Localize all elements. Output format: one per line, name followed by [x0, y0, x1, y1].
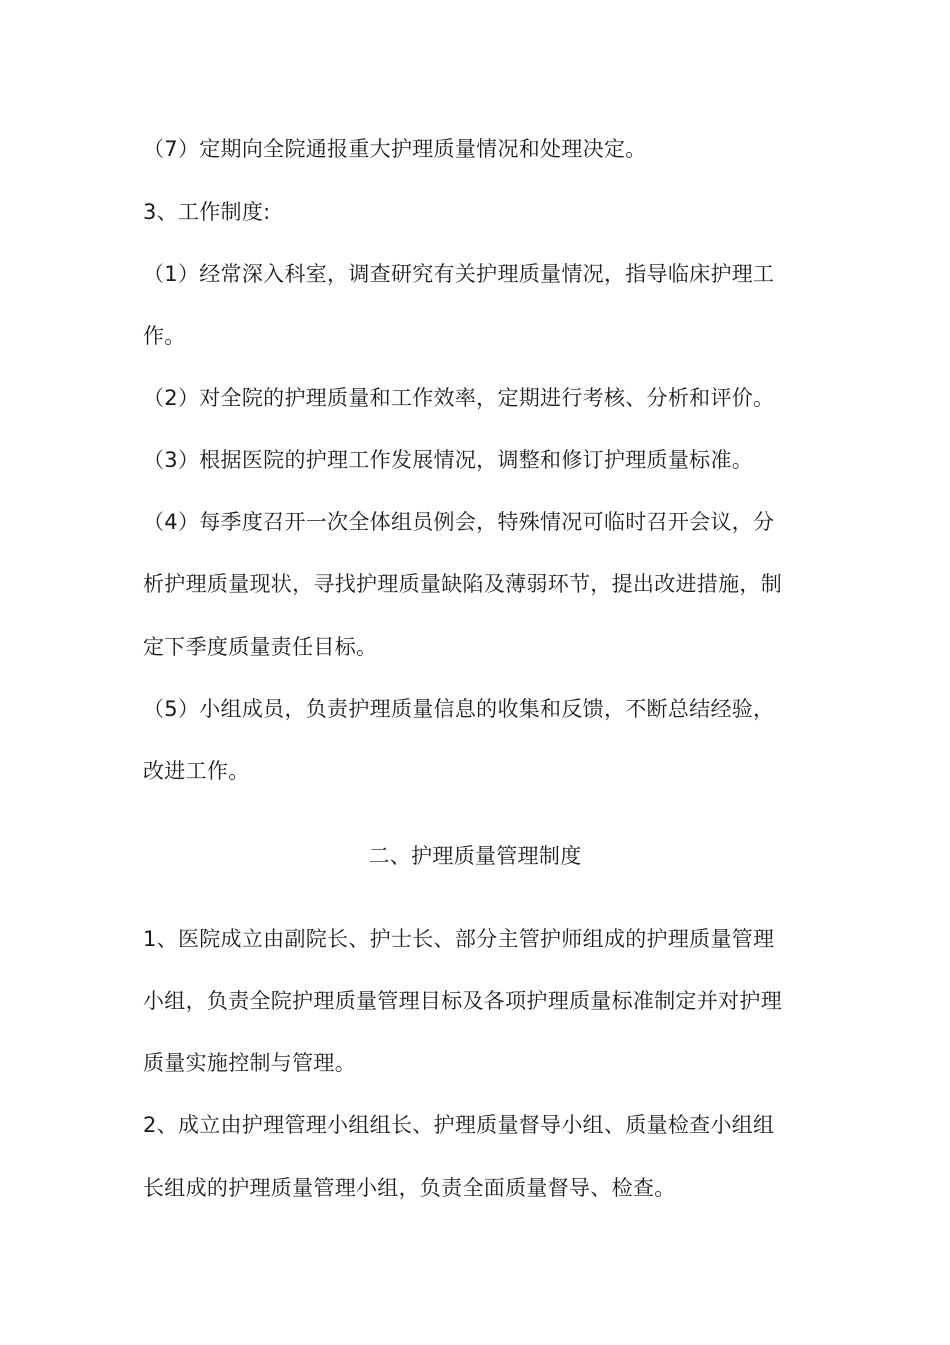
paragraph-line: 小组，负责全院护理质量管理目标及各项护理质量标准制定并对护理: [143, 989, 782, 1013]
paragraph-line: 改进工作。: [143, 759, 250, 783]
paragraph-line: （3）根据医院的护理工作发展情况，调整和修订护理质量标准。: [143, 448, 754, 472]
paragraph-line: 长组成的护理质量管理小组，负责全面质量督导、检查。: [143, 1176, 676, 1200]
paragraph-line: （2）对全院的护理质量和工作效率，定期进行考核、分析和评价。: [143, 386, 775, 410]
paragraph-line: 作。: [143, 324, 186, 348]
paragraph-line: （4）每季度召开一次全体组员例会，特殊情况可临时召开会议，分: [143, 510, 775, 534]
paragraph-line: （1）经常深入科室，调查研究有关护理质量情况，指导临床护理工: [143, 262, 775, 286]
paragraph-line: 1、医院成立由副院长、护士长、部分主管护师组成的护理质量管理: [143, 927, 775, 951]
paragraph-line: （7）定期向全院通报重大护理质量情况和处理决定。: [143, 137, 647, 161]
paragraph-line: 3、工作制度:: [143, 200, 271, 224]
paragraph-line: 2、成立由护理管理小组组长、护理质量督导小组、质量检查小组组: [143, 1113, 775, 1137]
paragraph-line: 质量实施控制与管理。: [143, 1051, 356, 1075]
paragraph-line: （5）小组成员，负责护理质量信息的收集和反馈，不断总结经验，: [143, 697, 775, 721]
paragraph-line: 定下季度质量责任目标。: [143, 635, 378, 659]
paragraph-line: 析护理质量现状，寻找护理质量缺陷及薄弱环节，提出改进措施，制: [143, 572, 782, 596]
section-heading: 二、护理质量管理制度: [368, 844, 582, 868]
